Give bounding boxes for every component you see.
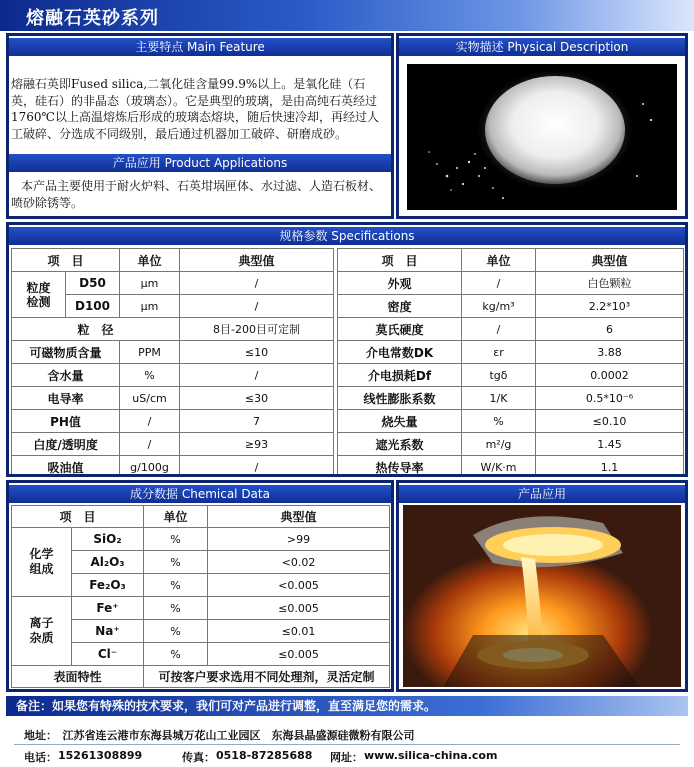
specs-right-table (337, 248, 684, 474)
main-feature-header: 主要特点 Main Feature (9, 38, 391, 56)
title-bar (0, 0, 694, 31)
table-row: 化学 组成 SiO₂ % >99 (12, 528, 390, 551)
table-row: 离子 杂质 Fe⁺ % ≤0.005 (12, 597, 390, 620)
quartz-sand-image-icon (407, 64, 677, 210)
footer-phone-label: 电话： (24, 751, 57, 764)
specs-right-col-value: 典型值 (536, 249, 684, 272)
foundry-photo (403, 505, 681, 687)
chemical-panel (9, 483, 391, 689)
physical-frame (396, 33, 688, 219)
table-row: Fe₂O₃ % <0.005 (12, 574, 390, 597)
granularity-label: 粒度 检测 (12, 272, 66, 318)
table-row: 烧失量 % ≤0.10 (338, 410, 684, 433)
chemical-composition-label: 化学 组成 (12, 528, 72, 597)
main-feature-panel (9, 36, 391, 216)
specs-panel (9, 225, 685, 474)
footer-web-link[interactable]: www.silica-china.com (364, 749, 498, 762)
table-row: 可磁物质含量 PPM ≤10 (12, 341, 334, 364)
table-row: 吸油值 g/100g / (12, 456, 334, 475)
main-feature-text: 熔融石英即Fused silica,二氧化硅含量99.9%以上。是氧化硅（石英，硅石）的非晶态（玻璃态）。它是典型的玻璃，是由高纯石英经过1760℃以上高温熔炼后形成的玻璃态熔块，随后快速冷却，再经过人工破碎、分选成不同级别，最后通过机器加工破碎、研磨成砂。 (11, 77, 379, 141)
table-row: 热传导率 W/K·m 1.1 (338, 456, 684, 475)
table-row: PH值 / 7 (12, 410, 334, 433)
d100-value: / (180, 295, 334, 318)
table-row: Cl⁻ % ≤0.005 (12, 643, 390, 666)
table-row: 密度 kg/m³ 2.2*10³ (338, 295, 684, 318)
surface-value: 可按客户要求选用不同处理剂，灵活定制 (144, 666, 390, 688)
table-row: 遮光系数 m²/g 1.45 (338, 433, 684, 456)
main-feature-frame (6, 33, 394, 219)
d50-unit: μm (120, 272, 180, 295)
specs-left-table (11, 248, 334, 474)
chemical-table (11, 505, 390, 688)
d50-value: / (180, 272, 334, 295)
specs-right-col-item: 项 目 (338, 249, 462, 272)
physical-header: 实物描述 Physical Description (399, 38, 685, 56)
table-row: 外观 / 白色颗粒 (338, 272, 684, 295)
note-bar: 备注：如果您有特殊的技术要求，我们可对产品进行调整，直至满足您的需求。 (6, 696, 688, 716)
table-row: 白度/透明度 / ≥93 (12, 433, 334, 456)
chemical-col-unit: 单位 (144, 506, 208, 528)
specs-col-item: 项 目 (12, 249, 120, 272)
quartz-sand-photo (407, 64, 677, 210)
product-app-header: 产品应用 (399, 485, 685, 503)
specs-col-unit: 单位 (120, 249, 180, 272)
footer-divider (14, 744, 680, 745)
specs-col-value: 典型值 (180, 249, 334, 272)
table-row: 电导率 uS/cm ≤30 (12, 387, 334, 410)
footer-fax-label: 传真： (182, 751, 215, 764)
ionic-impurity-label: 离子 杂质 (12, 597, 72, 666)
footer-address: 地址： 江苏省连云港市东海县城万花山工业园区 东海县晶盛源硅微粉有限公司 (24, 729, 415, 742)
d50-label: D50 (66, 272, 120, 295)
table-row: Al₂O₃ % <0.02 (12, 551, 390, 574)
applications-header: 产品应用 Product Applications (9, 154, 391, 172)
page-title: 熔融石英砂系列 (26, 8, 159, 29)
table-row: Na⁺ % ≤0.01 (12, 620, 390, 643)
product-app-panel (399, 483, 685, 689)
table-row: 含水量 % / (12, 364, 334, 387)
chemical-col-item: 项 目 (12, 506, 144, 528)
grain-label: 粒 径 (12, 318, 180, 341)
table-row: 线性膨胀系数 1/K 0.5*10⁻⁶ (338, 387, 684, 410)
footer-fax: 0518-87285688 (216, 749, 313, 762)
product-app-frame (396, 480, 688, 692)
chemical-frame (6, 480, 394, 692)
specs-right-col-unit: 单位 (462, 249, 536, 272)
d100-unit: μm (120, 295, 180, 318)
specs-frame (6, 222, 688, 477)
table-row: 介电损耗Df tgδ 0.0002 (338, 364, 684, 387)
surface-label: 表面特性 (12, 666, 144, 688)
footer-web-label: 网址： (330, 751, 363, 764)
physical-panel (399, 36, 685, 216)
table-row: 介电常数DK εr 3.88 (338, 341, 684, 364)
table-row: 莫氏硬度 / 6 (338, 318, 684, 341)
specs-header: 规格参数 Specifications (9, 227, 685, 245)
chemical-header: 成分数据 Chemical Data (9, 485, 391, 503)
footer-phone: 15261308899 (58, 749, 143, 762)
d100-label: D100 (66, 295, 120, 318)
molten-metal-image-icon (403, 505, 681, 687)
grain-value: 8目-200目可定制 (180, 318, 334, 341)
chemical-col-value: 典型值 (208, 506, 390, 528)
applications-text: 本产品主要使用于耐火炉料、石英坩埚匣体、水过滤、人造石板材、喷砂除锈等。 (11, 179, 382, 210)
table-row (12, 666, 390, 688)
